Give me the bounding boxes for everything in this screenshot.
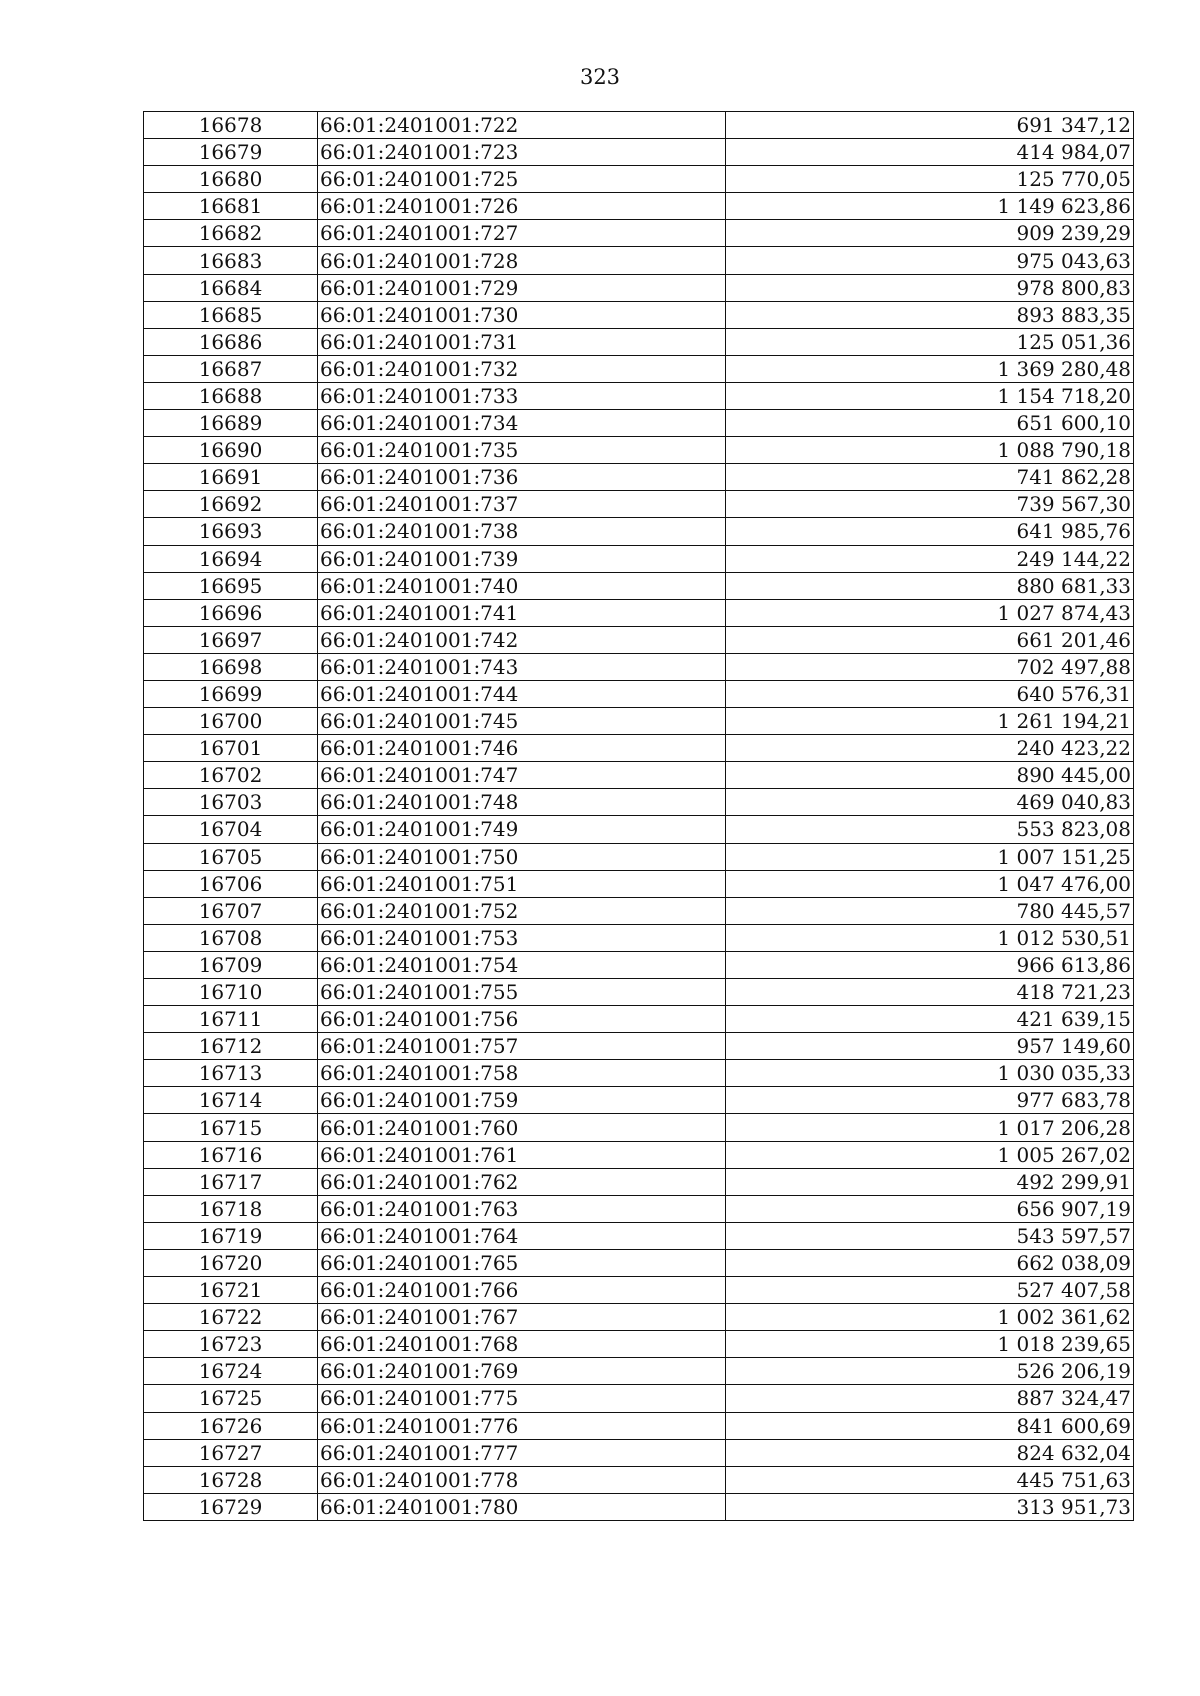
cadastral-number: 66:01:2401001:767	[318, 1304, 726, 1331]
row-number: 16719	[144, 1222, 318, 1249]
cadastral-value: 249 144,22	[726, 545, 1134, 572]
cadastral-number: 66:01:2401001:737	[318, 491, 726, 518]
cadastral-value: 741 862,28	[726, 464, 1134, 491]
table-row	[144, 112, 1134, 139]
table-row	[144, 897, 1134, 924]
cadastral-value: 641 985,76	[726, 518, 1134, 545]
cadastral-number: 66:01:2401001:769	[318, 1358, 726, 1385]
row-number: 16691	[144, 464, 318, 491]
cadastral-number: 66:01:2401001:730	[318, 301, 726, 328]
row-number: 16726	[144, 1412, 318, 1439]
cadastral-number: 66:01:2401001:750	[318, 843, 726, 870]
cadastral-value: 1 369 280,48	[726, 355, 1134, 382]
table-row	[144, 599, 1134, 626]
cadastral-value: 1 018 239,65	[726, 1331, 1134, 1358]
row-number: 16698	[144, 653, 318, 680]
cadastral-number: 66:01:2401001:749	[318, 816, 726, 843]
row-number: 16709	[144, 951, 318, 978]
cadastral-value: 469 040,83	[726, 789, 1134, 816]
table-row	[144, 491, 1134, 518]
cadastral-number: 66:01:2401001:763	[318, 1195, 726, 1222]
cadastral-value: 1 149 623,86	[726, 193, 1134, 220]
row-number: 16715	[144, 1114, 318, 1141]
row-number: 16725	[144, 1385, 318, 1412]
row-number: 16728	[144, 1466, 318, 1493]
cadastral-value: 966 613,86	[726, 951, 1134, 978]
table-row	[144, 816, 1134, 843]
cadastral-value: 1 030 035,33	[726, 1060, 1134, 1087]
cadastral-number: 66:01:2401001:777	[318, 1439, 726, 1466]
cadastral-number: 66:01:2401001:756	[318, 1006, 726, 1033]
cadastral-value: 691 347,12	[726, 112, 1134, 139]
table-row	[144, 545, 1134, 572]
cadastral-value: 893 883,35	[726, 301, 1134, 328]
table-row	[144, 735, 1134, 762]
cadastral-number: 66:01:2401001:723	[318, 139, 726, 166]
cadastral-number: 66:01:2401001:744	[318, 680, 726, 707]
table-row	[144, 843, 1134, 870]
row-number: 16700	[144, 708, 318, 735]
row-number: 16710	[144, 979, 318, 1006]
table-row	[144, 1249, 1134, 1276]
table-row	[144, 1114, 1134, 1141]
row-number: 16695	[144, 572, 318, 599]
cadastral-number: 66:01:2401001:728	[318, 247, 726, 274]
cadastral-value: 651 600,10	[726, 410, 1134, 437]
table-row	[144, 1006, 1134, 1033]
cadastral-number: 66:01:2401001:765	[318, 1249, 726, 1276]
cadastral-value: 702 497,88	[726, 653, 1134, 680]
cadastral-value: 880 681,33	[726, 572, 1134, 599]
row-number: 16688	[144, 382, 318, 409]
cadastral-number: 66:01:2401001:738	[318, 518, 726, 545]
table-row	[144, 708, 1134, 735]
table-row	[144, 680, 1134, 707]
cadastral-number: 66:01:2401001:745	[318, 708, 726, 735]
table-row	[144, 166, 1134, 193]
row-number: 16693	[144, 518, 318, 545]
row-number: 16721	[144, 1277, 318, 1304]
row-number: 16689	[144, 410, 318, 437]
cadastral-number: 66:01:2401001:740	[318, 572, 726, 599]
table-row	[144, 870, 1134, 897]
row-number: 16727	[144, 1439, 318, 1466]
cadastral-value: 526 206,19	[726, 1358, 1134, 1385]
row-number: 16705	[144, 843, 318, 870]
cadastral-number: 66:01:2401001:760	[318, 1114, 726, 1141]
table-row	[144, 301, 1134, 328]
cadastral-value: 240 423,22	[726, 735, 1134, 762]
table-body	[144, 112, 1134, 1521]
row-number: 16694	[144, 545, 318, 572]
row-number: 16722	[144, 1304, 318, 1331]
cadastral-number: 66:01:2401001:759	[318, 1087, 726, 1114]
table-row	[144, 1331, 1134, 1358]
cadastral-value: 640 576,31	[726, 680, 1134, 707]
cadastral-value: 1 047 476,00	[726, 870, 1134, 897]
cadastral-value: 421 639,15	[726, 1006, 1134, 1033]
row-number: 16680	[144, 166, 318, 193]
cadastral-value: 414 984,07	[726, 139, 1134, 166]
table-row	[144, 1060, 1134, 1087]
cadastral-number: 66:01:2401001:742	[318, 626, 726, 653]
table-row	[144, 1168, 1134, 1195]
cadastral-value: 1 088 790,18	[726, 437, 1134, 464]
cadastral-value: 977 683,78	[726, 1087, 1134, 1114]
table-row	[144, 789, 1134, 816]
cadastral-value: 125 051,36	[726, 328, 1134, 355]
table-row	[144, 410, 1134, 437]
row-number: 16703	[144, 789, 318, 816]
table-row	[144, 274, 1134, 301]
table-row	[144, 1195, 1134, 1222]
cadastral-value: 125 770,05	[726, 166, 1134, 193]
row-number: 16690	[144, 437, 318, 464]
table-row	[144, 518, 1134, 545]
cadastral-number: 66:01:2401001:736	[318, 464, 726, 491]
cadastral-number: 66:01:2401001:733	[318, 382, 726, 409]
table-row	[144, 247, 1134, 274]
cadastral-number: 66:01:2401001:753	[318, 924, 726, 951]
cadastral-number: 66:01:2401001:754	[318, 951, 726, 978]
cadastral-value: 909 239,29	[726, 220, 1134, 247]
row-number: 16686	[144, 328, 318, 355]
table-row	[144, 1033, 1134, 1060]
cadastral-number: 66:01:2401001:764	[318, 1222, 726, 1249]
cadastral-number: 66:01:2401001:757	[318, 1033, 726, 1060]
table-row	[144, 1222, 1134, 1249]
row-number: 16681	[144, 193, 318, 220]
row-number: 16684	[144, 274, 318, 301]
row-number: 16717	[144, 1168, 318, 1195]
cadastral-value: 975 043,63	[726, 247, 1134, 274]
cadastral-number: 66:01:2401001:729	[318, 274, 726, 301]
cadastral-number: 66:01:2401001:778	[318, 1466, 726, 1493]
cadastral-value: 890 445,00	[726, 762, 1134, 789]
cadastral-value: 1 027 874,43	[726, 599, 1134, 626]
table-row	[144, 1358, 1134, 1385]
row-number: 16692	[144, 491, 318, 518]
cadastral-value: 543 597,57	[726, 1222, 1134, 1249]
row-number: 16699	[144, 680, 318, 707]
row-number: 16711	[144, 1006, 318, 1033]
row-number: 16718	[144, 1195, 318, 1222]
cadastral-number: 66:01:2401001:735	[318, 437, 726, 464]
row-number: 16712	[144, 1033, 318, 1060]
row-number: 16729	[144, 1493, 318, 1520]
cadastral-value: 978 800,83	[726, 274, 1134, 301]
cadastral-number: 66:01:2401001:739	[318, 545, 726, 572]
table-row	[144, 193, 1134, 220]
row-number: 16685	[144, 301, 318, 328]
cadastral-number: 66:01:2401001:731	[318, 328, 726, 355]
table-row	[144, 1412, 1134, 1439]
cadastral-number: 66:01:2401001:722	[318, 112, 726, 139]
cadastral-value: 418 721,23	[726, 979, 1134, 1006]
cadastral-value: 887 324,47	[726, 1385, 1134, 1412]
table-row	[144, 653, 1134, 680]
table-row	[144, 1466, 1134, 1493]
cadastral-number: 66:01:2401001:758	[318, 1060, 726, 1087]
table-row	[144, 1277, 1134, 1304]
cadastral-number: 66:01:2401001:766	[318, 1277, 726, 1304]
table-row	[144, 328, 1134, 355]
cadastral-value: 527 407,58	[726, 1277, 1134, 1304]
table-row	[144, 1087, 1134, 1114]
table-row	[144, 355, 1134, 382]
cadastral-value: 492 299,91	[726, 1168, 1134, 1195]
cadastral-number: 66:01:2401001:768	[318, 1331, 726, 1358]
cadastral-number: 66:01:2401001:725	[318, 166, 726, 193]
table-row	[144, 139, 1134, 166]
cadastral-value: 739 567,30	[726, 491, 1134, 518]
row-number: 16704	[144, 816, 318, 843]
cadastral-number: 66:01:2401001:755	[318, 979, 726, 1006]
cadastral-value: 824 632,04	[726, 1439, 1134, 1466]
cadastral-value: 553 823,08	[726, 816, 1134, 843]
cadastral-value: 313 951,73	[726, 1493, 1134, 1520]
row-number: 16714	[144, 1087, 318, 1114]
row-number: 16716	[144, 1141, 318, 1168]
cadastral-number: 66:01:2401001:752	[318, 897, 726, 924]
cadastral-number: 66:01:2401001:741	[318, 599, 726, 626]
cadastral-number: 66:01:2401001:775	[318, 1385, 726, 1412]
cadastral-value: 1 017 206,28	[726, 1114, 1134, 1141]
cadastral-number: 66:01:2401001:761	[318, 1141, 726, 1168]
table-row	[144, 1385, 1134, 1412]
cadastral-value: 780 445,57	[726, 897, 1134, 924]
table-row	[144, 1439, 1134, 1466]
row-number: 16707	[144, 897, 318, 924]
cadastral-value: 1 005 267,02	[726, 1141, 1134, 1168]
row-number: 16720	[144, 1249, 318, 1276]
table-row	[144, 762, 1134, 789]
table-row	[144, 626, 1134, 653]
cadastral-number: 66:01:2401001:727	[318, 220, 726, 247]
cadastral-value-table	[143, 111, 1134, 1521]
cadastral-number: 66:01:2401001:732	[318, 355, 726, 382]
row-number: 16702	[144, 762, 318, 789]
cadastral-value: 1 261 194,21	[726, 708, 1134, 735]
cadastral-number: 66:01:2401001:780	[318, 1493, 726, 1520]
cadastral-value: 841 600,69	[726, 1412, 1134, 1439]
row-number: 16713	[144, 1060, 318, 1087]
table-row	[144, 437, 1134, 464]
cadastral-number: 66:01:2401001:747	[318, 762, 726, 789]
cadastral-number: 66:01:2401001:743	[318, 653, 726, 680]
table-row	[144, 924, 1134, 951]
row-number: 16697	[144, 626, 318, 653]
cadastral-number: 66:01:2401001:751	[318, 870, 726, 897]
cadastral-value: 957 149,60	[726, 1033, 1134, 1060]
row-number: 16679	[144, 139, 318, 166]
table-row	[144, 572, 1134, 599]
row-number: 16708	[144, 924, 318, 951]
row-number: 16724	[144, 1358, 318, 1385]
row-number: 16678	[144, 112, 318, 139]
cadastral-value: 1 002 361,62	[726, 1304, 1134, 1331]
row-number: 16723	[144, 1331, 318, 1358]
cadastral-value: 1 012 530,51	[726, 924, 1134, 951]
cadastral-number: 66:01:2401001:762	[318, 1168, 726, 1195]
row-number: 16687	[144, 355, 318, 382]
table-row	[144, 1141, 1134, 1168]
row-number: 16682	[144, 220, 318, 247]
table-row	[144, 382, 1134, 409]
table-row	[144, 979, 1134, 1006]
row-number: 16696	[144, 599, 318, 626]
cadastral-number: 66:01:2401001:776	[318, 1412, 726, 1439]
table-row	[144, 951, 1134, 978]
cadastral-number: 66:01:2401001:726	[318, 193, 726, 220]
cadastral-value: 656 907,19	[726, 1195, 1134, 1222]
table-row	[144, 464, 1134, 491]
cadastral-value: 445 751,63	[726, 1466, 1134, 1493]
cadastral-number: 66:01:2401001:734	[318, 410, 726, 437]
cadastral-value: 1 007 151,25	[726, 843, 1134, 870]
table-row	[144, 220, 1134, 247]
page-number: 323	[579, 65, 621, 89]
row-number: 16683	[144, 247, 318, 274]
row-number: 16706	[144, 870, 318, 897]
cadastral-value: 662 038,09	[726, 1249, 1134, 1276]
table-row	[144, 1493, 1134, 1520]
table-row	[144, 1304, 1134, 1331]
cadastral-value: 661 201,46	[726, 626, 1134, 653]
cadastral-number: 66:01:2401001:746	[318, 735, 726, 762]
row-number: 16701	[144, 735, 318, 762]
cadastral-number: 66:01:2401001:748	[318, 789, 726, 816]
cadastral-value: 1 154 718,20	[726, 382, 1134, 409]
